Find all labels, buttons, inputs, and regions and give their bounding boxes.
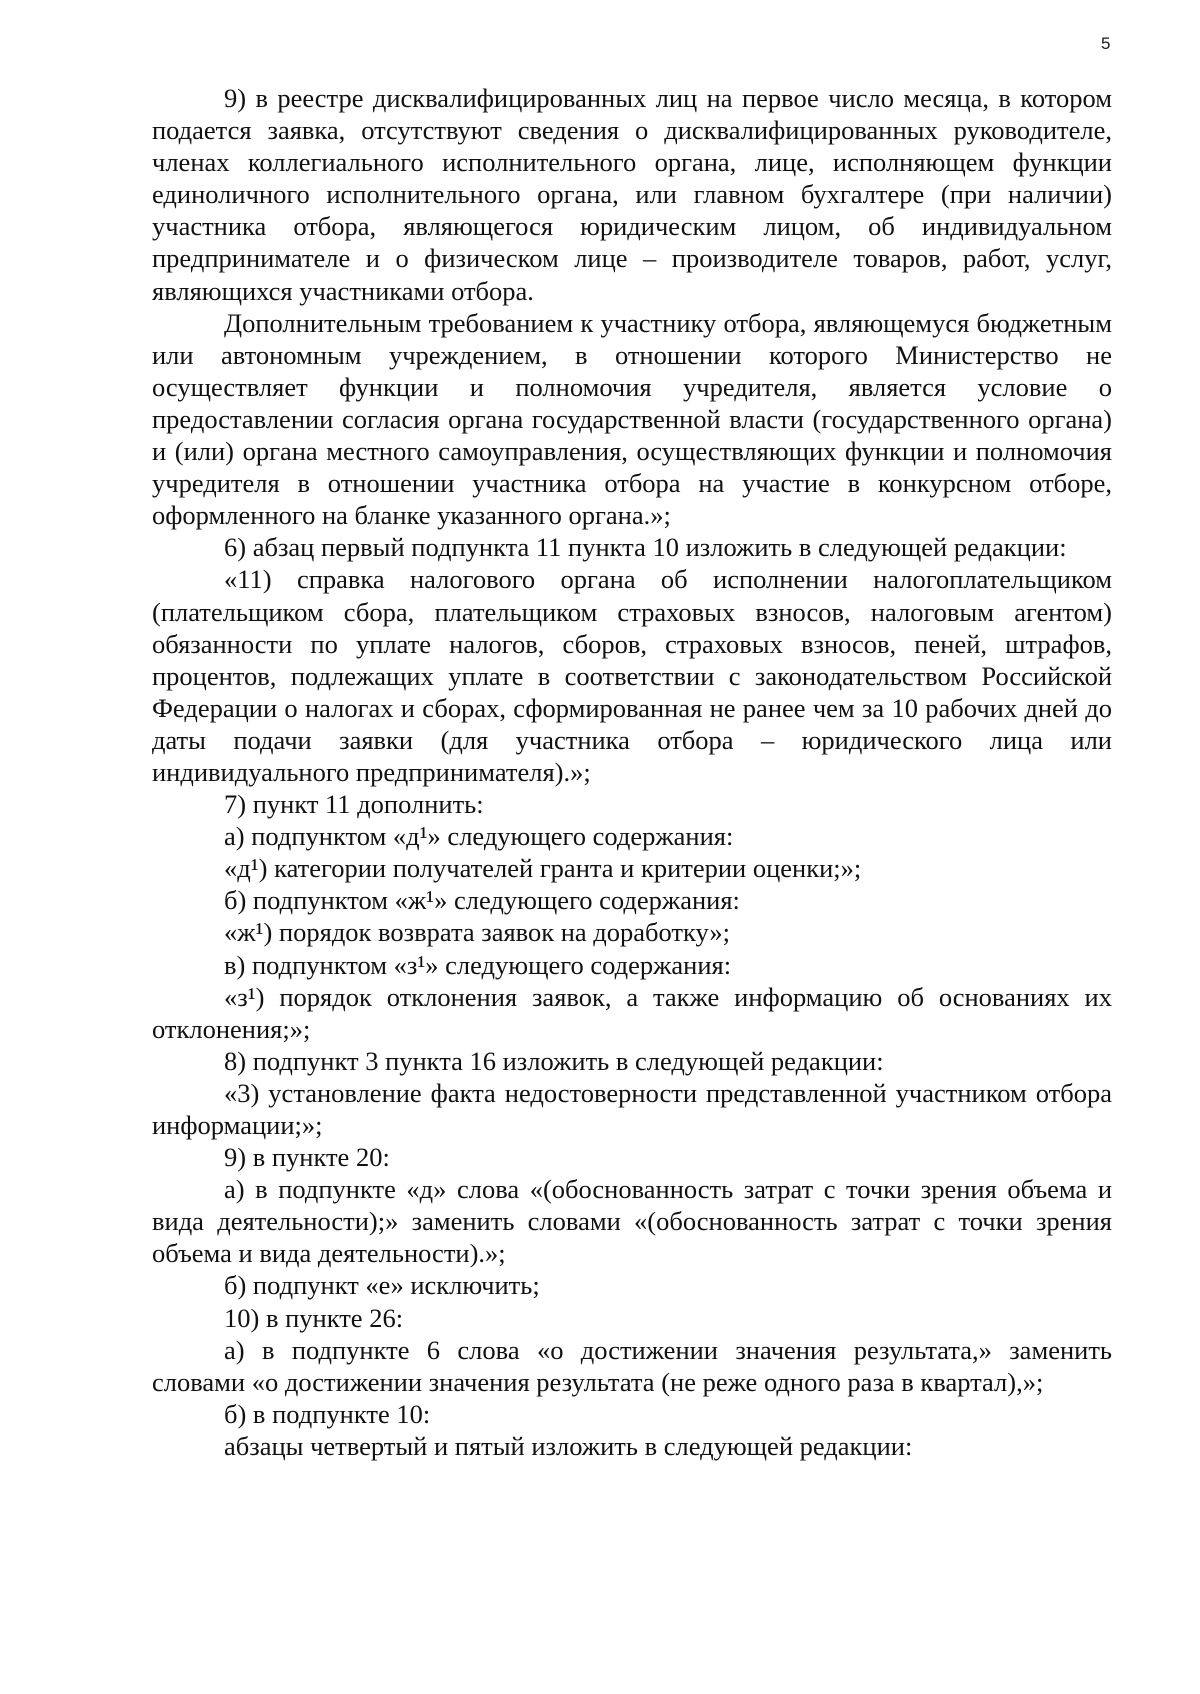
paragraph-additional-requirement: Дополнительным требованием к участнику отбора, являющемуся бюджетным или автономным учреждением, в отношении которого Министерство не осуществляет функции и полномочия учредителя, является условие о предоставлении согласия органа государственной власти (государственного органа) и (или) органа местного самоуправления, осуществляющих функции и полномочия учредителя в отношении участника отбора на участие в конкурсном отборе, оформленного на бланке указанного органа.»; (152, 307, 1112, 531)
paragraph-item-9: 9) в пункте 20: (224, 1142, 390, 1173)
page-number: 5 (1101, 34, 1111, 53)
paragraph-item-10a: а) в подпункте 6 слова «о достижении значения результата,» заменить словами «о достижении значения результата (не реже одного раза в квартал),»; (152, 1334, 1112, 1397)
paragraph-item-10b: б) в подпункте 10: (224, 1398, 431, 1429)
paragraph-zh1-text: «ж¹) порядок возврата заявок на доработку»; (224, 917, 731, 948)
paragraph-item-9-disqualified-registry: 9) в реестре дисквалифицированных лиц на первое число месяца, в котором подается заявка, отсутствуют сведения о дисквалифицированных руководителе, членах коллегиального исполнительного органа, лице, исполняющем функции единоличного исполнительного органа, или главном бухгалтере (при наличии) участника отбора, являющегося юридическим лицом, об индивидуальном предпринимателе и о физическом лице – производителе товаров, работ, услуг, являющихся участниками отбора. (152, 83, 1112, 306)
paragraph-subitem-d1: а) подпунктом «д¹» следующего содержания: (224, 821, 734, 852)
paragraph-item-10: 10) в пункте 26: (224, 1302, 404, 1333)
paragraph-tax-certificate: «11) справка налогового органа об исполнении налогоплательщиком (плательщиком сбора, плательщиком страховых взносов, налоговым агентом) обязанности по уплате налогов, сборов, страховых взносов, пеней, штрафов, процентов, подлежащих уплате в соответствии с законодательством Российской Федерации о налогах и сборах, сформированная не ранее чем за 10 рабочих дней до даты подачи заявки (для участника отбора – юридического лица или индивидуального предпринимателя).»; (152, 564, 1112, 787)
paragraph-item-9a: а) в подпункте «д» слова «(обоснованность затрат с точки зрения объема и вида деятельности);» заменить словами «(обоснованность затрат с точки зрения объема и вида деятельности).»; (152, 1174, 1112, 1269)
paragraph-z1-text: «з¹) порядок отклонения заявок, а также информацию об основаниях их отклонения;»; (152, 981, 1112, 1044)
paragraph-item-8-text: «3) установление факта недостоверности представленной участником отбора информации;»; (152, 1077, 1112, 1140)
paragraph-item-8: 8) подпункт 3 пункта 16 изложить в следующей редакции: (224, 1045, 884, 1076)
paragraph-d1-text: «д¹) категории получателей гранта и критерии оценки;»; (224, 853, 862, 884)
paragraph-item-7: 7) пункт 11 дополнить: (224, 789, 484, 820)
paragraph-paragraphs-4-5: абзацы четвертый и пятый изложить в следующей редакции: (224, 1430, 913, 1461)
document-body (152, 82, 1112, 1462)
paragraph-subitem-z1: в) подпунктом «з¹» следующего содержания: (224, 949, 732, 980)
paragraph-item-9b: б) подпункт «е» исключить; (224, 1270, 540, 1301)
paragraph-subitem-zh1: б) подпунктом «ж¹» следующего содержания: (224, 885, 740, 916)
paragraph-item-6: 6) абзац первый подпункта 11 пункта 10 изложить в следующей редакции: (224, 532, 1067, 563)
